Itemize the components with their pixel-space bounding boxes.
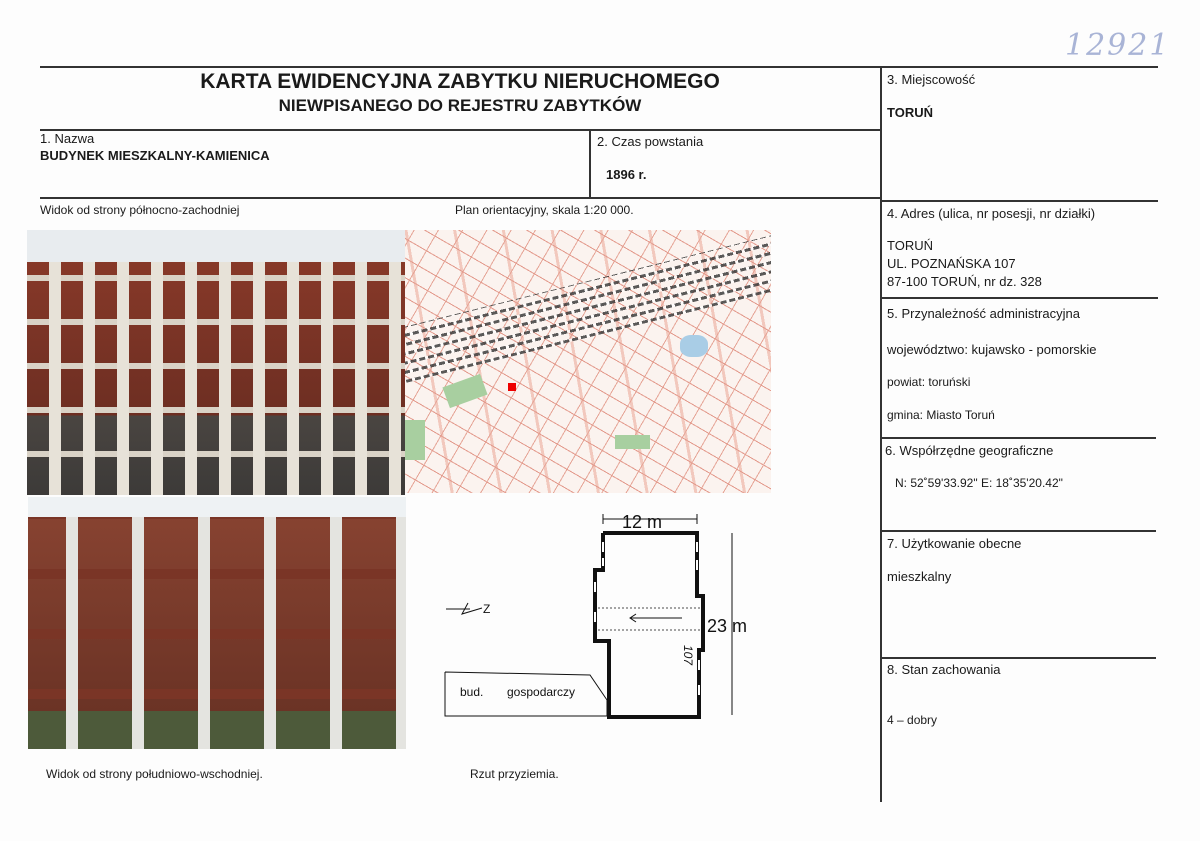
outbuilding-label: gospodarczy <box>507 685 576 699</box>
administration-label: 5. Przynależność administracyjna <box>887 306 1080 321</box>
map-park <box>615 435 650 449</box>
divider <box>589 129 591 199</box>
caption-photo-nw: Widok od strony północno-zachodniej <box>40 203 240 217</box>
coordinates-value: N: 52˚59'33.92" E: 18˚35'20.42" <box>895 476 1063 490</box>
name-value: BUDYNEK MIESZKALNY-KAMIENICA <box>40 148 270 163</box>
locality-value: TORUŃ <box>887 105 933 120</box>
address-line: TORUŃ <box>887 238 933 253</box>
orientation-map <box>405 230 771 493</box>
ground-floor-plan <box>420 500 780 730</box>
usage-value: mieszkalny <box>887 569 952 584</box>
divider <box>40 129 882 131</box>
condition-value: 4 – dobry <box>887 713 938 727</box>
handwritten-record-number: 12921 <box>1065 28 1171 63</box>
divider <box>880 200 1158 202</box>
address-line: 87-100 TORUŃ, nr dz. 328 <box>887 274 1042 289</box>
north-label: Z <box>483 602 491 616</box>
width-label: 12 m <box>622 512 663 532</box>
divider <box>880 437 1156 439</box>
date-label: 2. Czas powstania <box>597 134 704 149</box>
building-outline <box>595 533 703 717</box>
date-value: 1896 r. <box>606 167 647 182</box>
divider <box>880 66 882 802</box>
outbuilding-label: bud. <box>460 685 484 699</box>
name-label: 1. Nazwa <box>40 131 95 146</box>
municipality: gmina: Miasto Toruń <box>887 408 995 422</box>
photo-southeast-facade <box>28 497 406 749</box>
caption-plan: Rzut przyziemia. <box>470 767 559 781</box>
caption-map: Plan orientacyjny, skala 1:20 000. <box>455 203 634 217</box>
map-park <box>405 420 425 460</box>
card-subtitle: NIEWPISANEGO DO REJESTRU ZABYTKÓW <box>278 96 642 115</box>
divider <box>40 197 882 199</box>
location-marker <box>508 383 516 391</box>
divider <box>40 66 1158 68</box>
map-water <box>680 335 708 357</box>
address-label: 4. Adres (ulica, nr posesji, nr działki) <box>887 206 1096 221</box>
coordinates-label: 6. Współrzędne geograficzne <box>885 443 1054 458</box>
divider <box>880 297 1158 299</box>
card-title: KARTA EWIDENCYJNA ZABYTKU NIERUCHOMEGO <box>200 70 720 93</box>
condition-label: 8. Stan zachowania <box>887 662 1001 677</box>
house-number: 107 <box>681 645 695 666</box>
address-line: UL. POZNAŃSKA 107 <box>887 256 1016 271</box>
divider <box>880 657 1156 659</box>
usage-label: 7. Użytkowanie obecne <box>887 536 1022 551</box>
length-label: 23 m <box>707 616 748 636</box>
photo-northwest-facade <box>27 230 405 495</box>
voivodeship: województwo: kujawsko - pomorskie <box>887 342 1097 357</box>
locality-label: 3. Miejscowość <box>887 72 976 87</box>
map-park <box>442 374 487 408</box>
railway-tracks <box>405 230 771 385</box>
divider <box>880 530 1156 532</box>
county: powiat: toruński <box>887 375 971 389</box>
caption-photo-se: Widok od strony południowo-wschodniej. <box>46 767 263 781</box>
